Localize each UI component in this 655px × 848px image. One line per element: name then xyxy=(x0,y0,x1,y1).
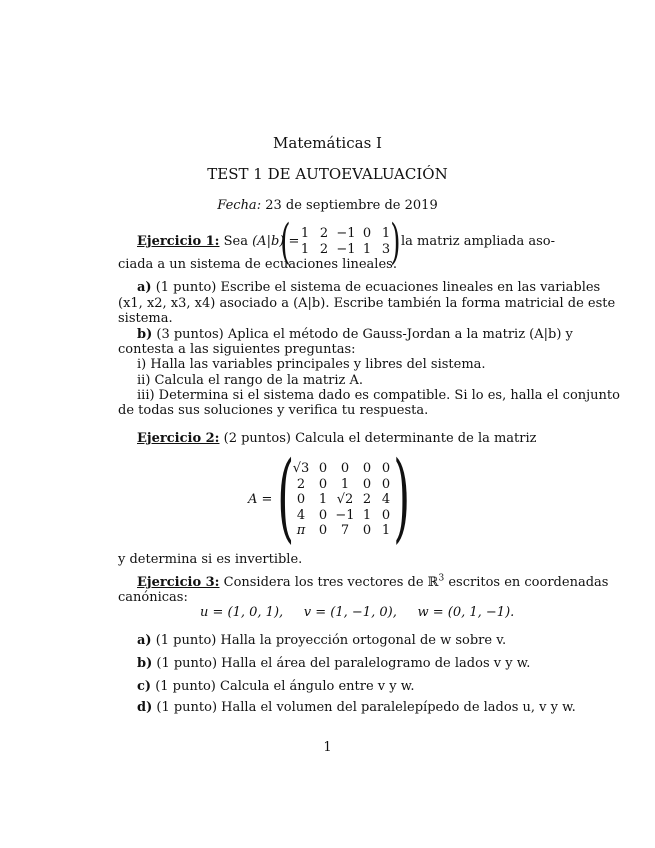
ej2-lhs: A = xyxy=(248,492,273,507)
ej2-cell: 0 xyxy=(362,461,372,476)
ej2-intro xyxy=(137,431,537,447)
ej1-m-cell: 0 xyxy=(362,226,372,241)
ej1-intro-lhs: (A|b) = xyxy=(252,234,300,249)
ej2-cell: −1 xyxy=(335,508,355,523)
date-value: 23 de septiembre de 2019 xyxy=(261,198,438,213)
ej1-m-cell: 1 xyxy=(362,242,372,257)
ej1-a-label: a) xyxy=(137,280,152,295)
ej2-cell: 0 xyxy=(381,461,391,476)
ej2-cell: 7 xyxy=(340,523,350,538)
ej3-item-a xyxy=(137,633,506,649)
ej3-item-text: (1 punto) Calcula el ángulo entre v y w. xyxy=(151,679,415,694)
ej2-cell: 1 xyxy=(381,523,391,538)
ej2-after: y determina si es invertible. xyxy=(118,552,303,567)
ej2-cell: 0 xyxy=(362,523,372,538)
ej2-cell: 2 xyxy=(362,492,372,507)
ej1-item-ii: ii) Calcula el rango de la matriz A. xyxy=(137,373,364,388)
ej3-item-b xyxy=(137,656,530,672)
ej3-line1-post: escritos en coordenadas xyxy=(444,575,609,590)
ej3-vectors: u = (1, 0, 1), v = (1, −1, 0), w = (0, 1, −1). xyxy=(200,605,515,620)
ej1-m-cell: 2 xyxy=(319,242,329,257)
date-line xyxy=(0,198,655,214)
ej1-right-paren: ) xyxy=(390,214,401,270)
date-label: Fecha: xyxy=(217,198,262,213)
ej1-intro-left xyxy=(137,234,299,250)
ej3-label: Ejercicio 3: xyxy=(137,575,220,590)
ej1-m-cell: −1 xyxy=(336,242,356,257)
ej3-item-text: (1 punto) Halla el volumen del paralelepípedo de lados u, v y w. xyxy=(152,700,576,715)
ej1-item-iii-line1: iii) Determina si el sistema dado es compatible. Si lo es, halla el conjunto xyxy=(137,388,620,403)
ej2-cell: 0 xyxy=(318,523,328,538)
ej1-a-line3: sistema. xyxy=(118,311,173,326)
ej1-intro-post: la matriz ampliada aso- xyxy=(401,234,556,249)
ej1-m-cell: 1 xyxy=(300,242,310,257)
ej3-line1 xyxy=(137,575,608,591)
ej1-label: Ejercicio 1: xyxy=(137,234,220,249)
ej1-intro-line2: ciada a un sistema de ecuaciones lineales. xyxy=(118,257,397,272)
ej2-cell: 0 xyxy=(318,477,328,492)
ej1-item-iii-line2: de todas sus soluciones y verifica tu respuesta. xyxy=(118,403,429,418)
ej2-cell: 0 xyxy=(318,461,328,476)
ej1-m-cell: 1 xyxy=(300,226,310,241)
ej3-line1-pre: Considera los tres vectores de xyxy=(219,575,428,590)
ej1-a-line2: (x1, x2, x3, x4) asociado a (A|b). Escribe también la forma matricial de este xyxy=(118,296,616,311)
ej2-cell: 0 xyxy=(296,492,306,507)
ej2-cell: 1 xyxy=(318,492,328,507)
ej2-cell: 4 xyxy=(296,508,306,523)
ej3-item-text: (1 punto) Halla la proyección ortogonal de w sobre v. xyxy=(151,633,507,648)
ej1-m-cell: 2 xyxy=(319,226,329,241)
course-title: Matemáticas I xyxy=(273,134,382,152)
ej2-text: (2 puntos) Calcula el determinante de la matriz xyxy=(219,431,537,446)
page-number: 1 xyxy=(323,740,332,755)
ej2-cell: √2 xyxy=(336,492,354,507)
ej2-left-paren: ( xyxy=(277,441,295,553)
ej2-cell: 1 xyxy=(362,508,372,523)
test-title: TEST 1 DE AUTOEVALUACIÓN xyxy=(207,165,448,183)
ej1-m-cell: −1 xyxy=(336,226,356,241)
ej2-cell: 1 xyxy=(340,477,350,492)
ej3-item-label: b) xyxy=(137,656,153,671)
ej2-cell: √3 xyxy=(292,461,310,476)
ej2-cell: 0 xyxy=(381,477,391,492)
ej1-m-cell: 1 xyxy=(381,226,391,241)
ej3-item-label: a) xyxy=(137,633,152,648)
ej2-right-paren: ) xyxy=(393,441,411,553)
ej1-left-paren: ( xyxy=(280,214,291,270)
ej2-cell: 0 xyxy=(340,461,350,476)
ej2-cell: 0 xyxy=(381,508,391,523)
ej3-item-d xyxy=(137,700,576,716)
ej3-item-c xyxy=(137,679,414,695)
ej1-b-line2: contesta a las siguientes preguntas: xyxy=(118,342,356,357)
ej3-line2: canónicas: xyxy=(118,590,188,605)
ej1-b-label: b) xyxy=(137,327,153,342)
ej2-cell: 0 xyxy=(318,508,328,523)
ej1-a-line1 xyxy=(137,280,600,296)
ej2-cell: π xyxy=(296,523,306,538)
ej3-space-symbol: ℝ xyxy=(427,575,439,590)
ej1-intro-pre: Sea xyxy=(219,234,253,249)
ej3-item-text: (1 punto) Halla el área del paralelogramo de lados v y w. xyxy=(152,656,531,671)
ej2-cell: 4 xyxy=(381,492,391,507)
ej2-cell: 2 xyxy=(296,477,306,492)
ej2-label: Ejercicio 2: xyxy=(137,431,220,446)
ej3-space-exponent: 3 xyxy=(438,573,445,584)
ej1-item-i: i) Halla las variables principales y libres del sistema. xyxy=(137,357,486,372)
ej1-b-line1 xyxy=(137,327,573,343)
ej3-item-label: c) xyxy=(137,679,152,694)
ej3-item-label: d) xyxy=(137,700,153,715)
ej2-cell: 0 xyxy=(362,477,372,492)
ej1-a-text: (1 punto) Escribe el sistema de ecuaciones lineales en las variables xyxy=(151,280,601,295)
ej1-b-text: (3 puntos) Aplica el método de Gauss-Jordan a la matriz (A|b) y xyxy=(152,327,573,342)
ej1-m-cell: 3 xyxy=(381,242,391,257)
